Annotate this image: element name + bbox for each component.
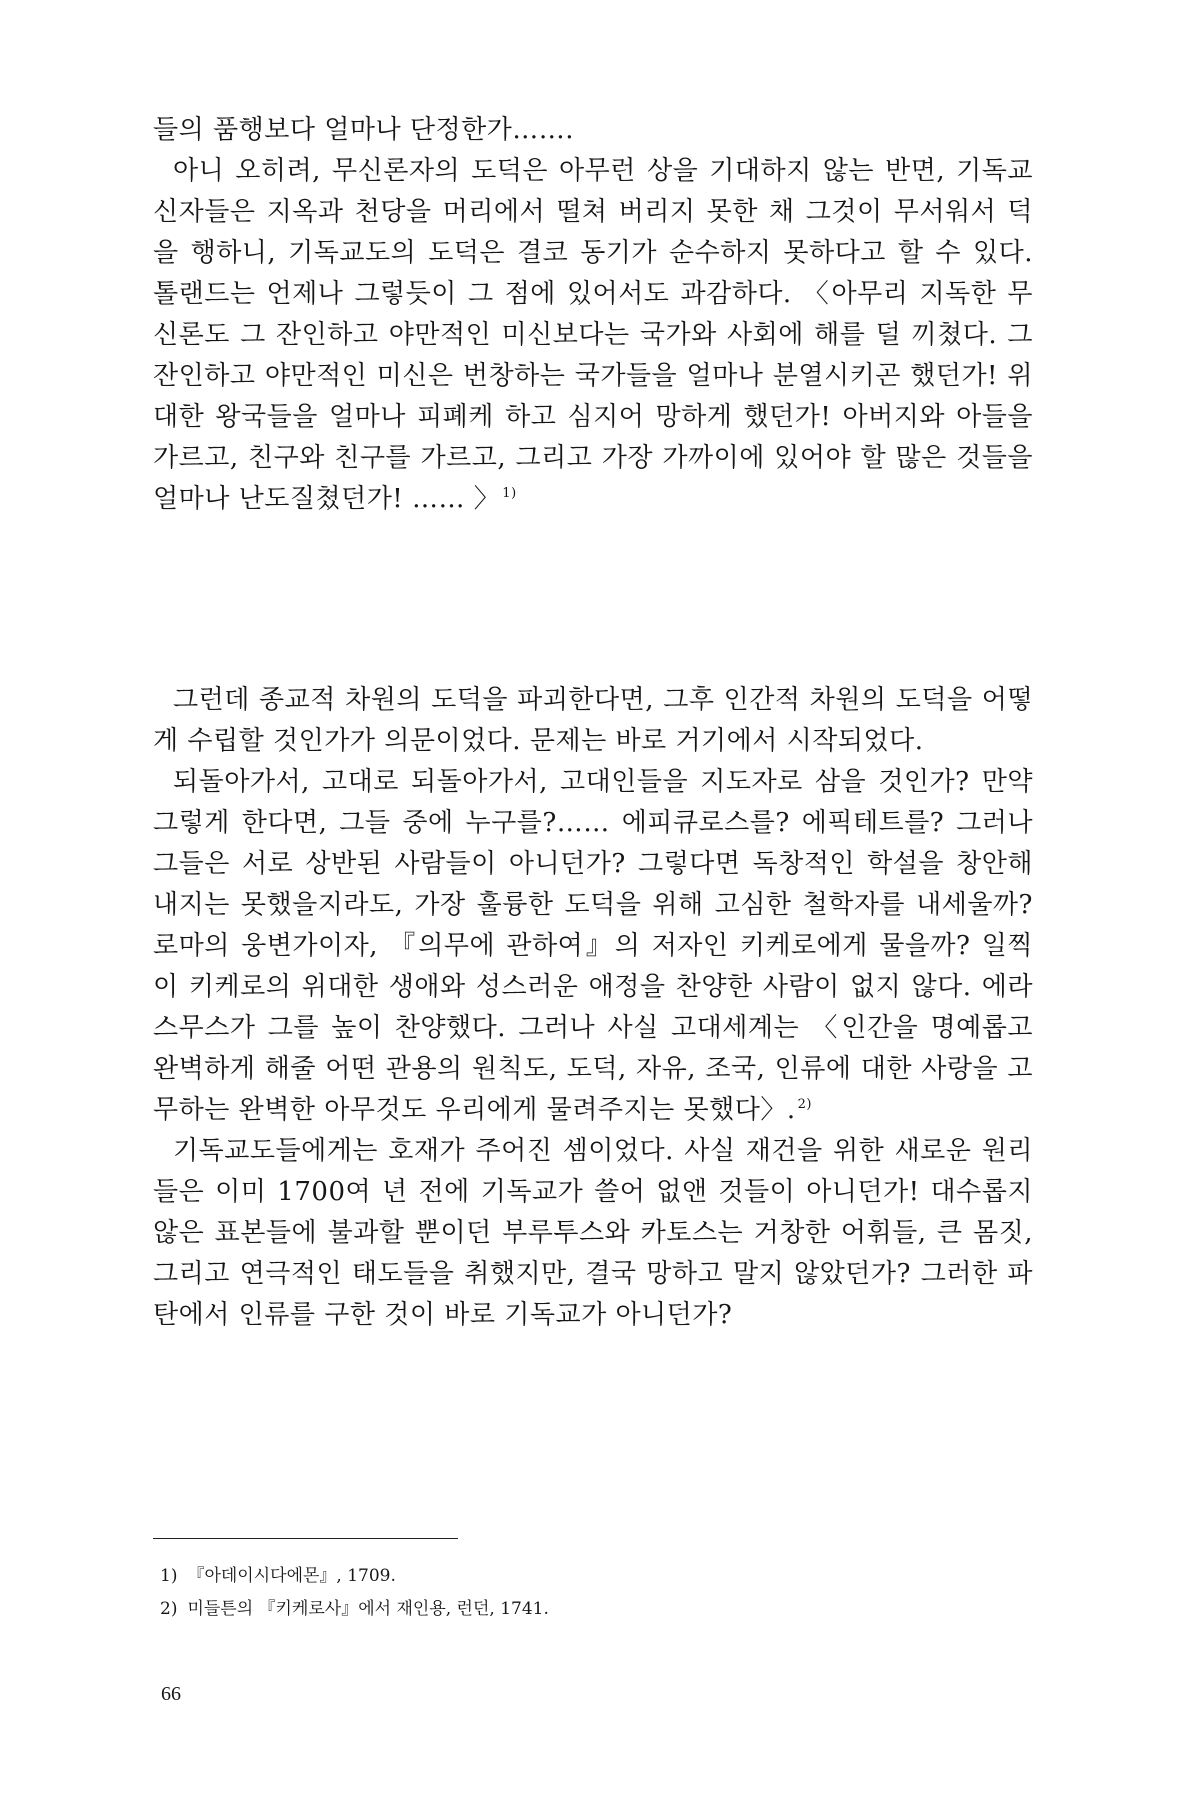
footnote-number: 2)	[160, 1599, 178, 1619]
paragraph: 아니 오히려, 무신론자의 도덕은 아무런 상을 기대하지 않는 반면, 기독교 신자들은 지옥과 천당을 머리에서 떨쳐 버리지 못한 채 그것이 무서워서 덕을 행하니, 기독교도의 도덕은 결코 동기가 순수하지 못하다고 할 수 있다. 톨랜드는 언제나 그렇듯이 그 점에 있어서도 과감하다. 〈아무리 지독한 무신론도 그 잔인하고 야만적인 미신보다는 국가와 사회에 해를 덜 끼쳤다. 그 잔인하고 야만적인 미신은 번창하는 국가들을 얼마나 분열시키곤 했던가! 위대한 왕국들을 얼마나 피폐케 하고 심지어 망하게 했던가! 아버지와 아들을 가르고, 친구와 친구를 가르고, 그리고 가장 가까이에 있어야 할 많은 것들을 얼마나 난도질쳤던가! …… 〉 $^{1)}$	[153, 156, 1033, 514]
footnote-divider	[153, 1538, 458, 1539]
page-number: 66	[161, 1683, 181, 1705]
footnotes	[160, 1560, 860, 1626]
footnote-number: 1)	[160, 1566, 178, 1586]
paragraph-continuation: 들의 품행보다 얼마나 단정한가…….	[153, 115, 575, 145]
footnote-text: 『아데이시다에몬』, 1709.	[187, 1566, 396, 1586]
paragraph: 되돌아가서, 고대로 되돌아가서, 고대인들을 지도자로 삼을 것인가? 만약 그렇게 한다면, 그들 중에 누구를?…… 에피큐로스를? 에픽테트를? 그러나 그들은 서로 상반된 사람들이 아니던가? 그렇다면 독창적인 학설을 창안해 내지는 못했을지라도, 가장 훌륭한 도덕을 위해 고심한 철학자를 내세울까? 로마의 웅변가이자, 『의무에 관하여』의 저자인 키케로에게 물을까? 일찍이 키케로의 위대한 생애와 성스러운 애정을 찬양한 사람이 없지 않다. 에라스무스가 그를 높이 찬양했다. 그러나 사실 고대세계는 〈인간을 명예롭고 완벽하게 해줄 어떤 관용의 원칙도, 도덕, 자유, 조국, 인류에 대한 사랑을 고무하는 완벽한 아무것도 우리에게 물려주지는 못했다〉. $^{2)}$	[153, 767, 1033, 1125]
footnote-1	[160, 1560, 860, 1593]
paragraph: 기독교도들에게는 호재가 주어진 셈이었다. 사실 재건을 위한 새로운 원리들은 이미 1700여 년 전에 기독교가 쓸어 없앤 것들이 아니던가! 대수롭지 않은 표본들에 불과할 뿐이던 부루투스와 카토스는 거창한 어휘들, 큰 몸짓, 그리고 연극적인 태도들을 취했지만, 결국 망하고 말지 않았던가? 그러한 파탄에서 인류를 구한 것이 바로 기독교가 아니던가?	[153, 1136, 1033, 1330]
paragraph: 그런데 종교적 차원의 도덕을 파괴한다면, 그후 인간적 차원의 도덕을 어떻게 수립할 것인가가 의문이었다. 문제는 바로 거기에서 시작되었다.	[153, 685, 1033, 756]
footnote-2	[160, 1593, 860, 1626]
footnote-ref-2: 2)	[797, 1097, 812, 1113]
footnote-text: 미들튼의 『키케로사』에서 재인용, 런던, 1741.	[187, 1599, 549, 1619]
text-block-bottom	[153, 680, 1033, 1336]
text-block-top	[153, 110, 1033, 520]
footnote-ref-1: 1)	[502, 486, 517, 502]
